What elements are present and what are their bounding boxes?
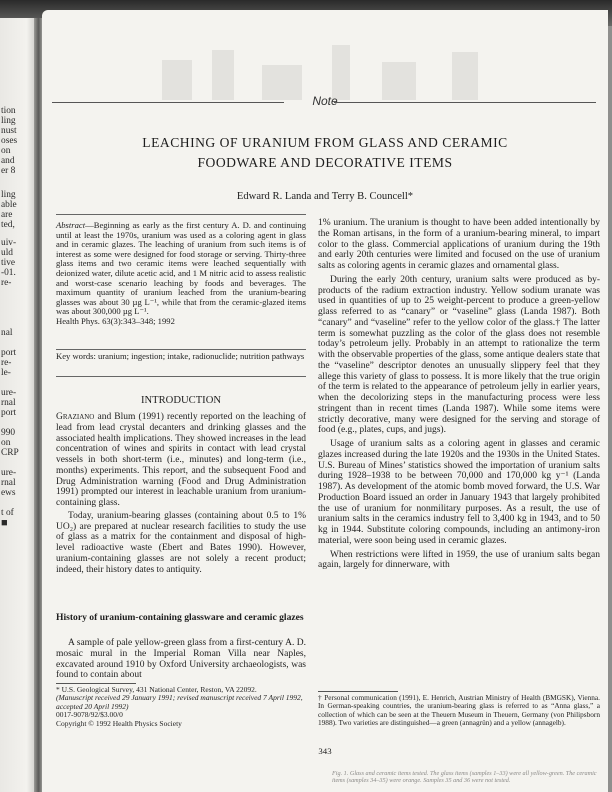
abstract-top-rule: [56, 214, 306, 215]
article-page: [42, 10, 608, 792]
facing-page-fragment: nust: [1, 126, 17, 136]
section-label: Note: [312, 94, 338, 108]
right-paragraph-2: During the early 20th century, uranium salts were produced as by-products of the radium extraction industry. Yellow sodium uranate was used in quantities of up to 25 weight-percent to produce a green-yellow glass referred to as “canary” or “vaseline” glass (Landa 1987). Both “canary” and “vaseline” refer to the yellow color of the glass.† The latter term is somewhat puzzling as the color of the glass does not resemble today’s petroleum jelly. Probably in an attempt to rationalize the term with the observable properties of the glass, some antique dealers state that the “vaseline” descriptor denotes an unusually slippery feel that they allege this variety of glass to possess. It is more likely that the true origin of the term is related to the appearance of petroleum jelly in earlier years, when the decolorizing steps in the manufacturing process were less stringent than in recent times (Landa 1987). While some items were strictly decorative, many were designed for the serving and storage of food (e.g., plates, cups, and jugs).: [318, 274, 600, 436]
history-heading: History of uranium-containing glassware and ceramic glazes: [56, 612, 304, 623]
facing-page-fragment: 990: [1, 428, 16, 438]
footnote-rule-left: [56, 683, 136, 684]
facing-page-edge: [0, 18, 38, 792]
facing-page-fragment: ure-: [1, 388, 17, 398]
intro-paragraph-1: [56, 412, 306, 509]
history-body: [56, 638, 306, 681]
keywords-bottom-rule: [56, 376, 306, 377]
note-rule-right: [334, 102, 596, 103]
footnote-copyright: Copyright © 1992 Health Physics Society: [56, 718, 182, 728]
footnote-rule-right: [318, 691, 398, 692]
facing-page-fragment: ling: [1, 190, 16, 200]
facing-page-fragment: ure-: [1, 468, 17, 478]
introduction-heading: INTRODUCTION: [140, 395, 222, 406]
facing-page-fragment: tive: [1, 258, 16, 268]
facing-page-fragment: port: [1, 348, 17, 358]
facing-page-fragment: ted,: [1, 220, 15, 230]
right-paragraph-1: 1% uranium. The uranium is thought to have been added intentionally by the Roman artisans, in the form of a uranium-bearing mineral, to impart color to the glass. Commercial applications of uranium during the 19th and early 20th centuries were limited and focused on the use of uranium salts as coloring agents in ceramic glazes and ornamental glass.: [318, 218, 600, 271]
facing-page-fragment: nal: [1, 328, 13, 338]
facing-page-fragment: ews: [1, 488, 16, 498]
right-paragraph-3: Usage of uranium salts as a coloring agent in glasses and ceramic glazes increased during the late 1920s and the 1930s in the United States. U.S. Bureau of Mines’ statistics showed the importation of uranium salts during 1928–1938 to be between 70,000 and 170,000 kg y⁻¹ (Landa 1987). As development of the atomic bomb moved forward, the U.S. War Production Board issued an order in January 1943 that largely prohibited the use of uranium for nonmilitary purposes. As a result, the use of uranium salts in the ceramics industry fell to 3,400 kg in 1943, and to 50 kg in 1944. Substitute coloring compounds, including an antimony-iron material, were soon being used in ceramic glazes.: [318, 439, 600, 546]
facing-page-fragment: oses: [1, 136, 18, 146]
intro-paragraph-1-text: and Blum (1991) recently reported on the leaching of lead from lead crystal decanters and drinking glasses and the associated health implications. They showed increases in the lead concentration of wines and spirits in contact with lead crystal vessels in both short-term (i.e., minutes) and long-term (i.e., months) experiments. This report, and the subsequent Food and Drug Administration warning (Food and Drug Administration 1991) prompted our interest in leachable uranium from uranium-containing glass.: [56, 412, 306, 508]
facing-page-fragment: ■: [1, 517, 8, 529]
facing-page-fragment: -01.: [1, 268, 16, 278]
facing-page-fragment: on: [1, 146, 11, 156]
facing-page-fragment: able: [1, 200, 17, 210]
abstract: [56, 221, 306, 327]
intro-lead-word: Graziano: [56, 412, 95, 422]
facing-page-fragment: rnal: [1, 398, 16, 408]
title-line-2: FOODWARE AND DECORATIVE ITEMS: [197, 155, 453, 170]
bleed-through-figure: [152, 40, 502, 100]
abstract-text: —Beginning as early as the first century A. D. and continuing until at least the 1970s, uranium was used as a coloring agent in glass and in ceramic glazes. The leaching of uranium from such items is of interest as some were designed for food storage or serving. Thirty-three glass items and two ceramic items were leached sequentially with deionized water, dilute acetic acid, and 1 M nitric acid to assess realistic and worst-case scenario leaching by foods and beverages. The maximum quantity of uranium leached from the uranium-bearing glasses was about 30 µg L⁻¹, while that from the ceramic-glazed items was about 300,000 µg L⁻¹.: [56, 220, 306, 317]
facing-page-fragment: CRP: [1, 448, 19, 458]
facing-page-fragment: are: [1, 210, 13, 220]
facing-page-fragment: ling: [1, 116, 16, 126]
facing-page-fragment: port: [1, 408, 17, 418]
intro-paragraph-2: Today, uranium-bearing glasses (containing about 0.5 to 1% UO₂) are prepared at nuclear research facilities to study the use of glass as a matrix for the containment and disposal of high-level radioactive waste (Ebert and Bates 1990). However, uranium-containing glasses are not solely a recent product; indeed, their history dates to antiquity.: [56, 510, 306, 575]
right-paragraph-4: When restrictions were lifted in 1959, the use of uranium salts began again, largely for dinnerware, with: [318, 549, 600, 571]
bleed-through-caption: Fig. 1. Glass and ceramic items tested. The glass items (samples 1–33) were all yellow-green. The ceramic items (samples 34–35) were orange. Samples 35 and 36 were not tested.: [332, 770, 597, 784]
facing-page-fragment: rnal: [1, 478, 16, 488]
footnote-right: † Personal communication (1991), E. Henrich, Austrian Ministry of Health (BMGSK), Vienna. In German-speaking countries, the uranium-bearing glass is referred to as “Anna glass,” a collection of which can be seen at the Theuern Museum in Theuern, Germany (von Philipsborn 1988). Two varieties are distinguished—a green (annagrün) and a yellow (annagelb).: [318, 693, 600, 727]
footnote-received: (Manuscript received 29 January 1991; revised manuscript received 7 April 1992, accepted 20 April 1992): [56, 693, 303, 711]
article-title: [42, 133, 608, 173]
facing-page-fragment: uld: [1, 248, 13, 258]
facing-page-fragment: on: [1, 438, 11, 448]
keywords: Key words: uranium; ingestion; intake, radionuclide; nutrition pathways: [56, 351, 305, 361]
page-number: 343: [318, 746, 332, 756]
facing-page-fragment: and: [1, 156, 15, 166]
footnote-left: [56, 686, 306, 728]
abstract-citation: Health Phys. 63(3):343–348; 1992: [56, 315, 175, 326]
footnote-code: 0017-9078/92/$3.00/0: [56, 710, 123, 720]
facing-page-fragment: t of: [1, 508, 14, 518]
facing-page-fragment: uiv-: [1, 238, 17, 248]
title-line-1: LEACHING OF URANIUM FROM GLASS AND CERAMIC: [142, 135, 508, 150]
footnote-affiliation: * U.S. Geological Survey, 431 National Center, Reston, VA 22092.: [56, 685, 257, 694]
facing-page-fragment: er 8: [1, 166, 16, 176]
keywords-top-rule: [56, 349, 306, 350]
left-column-body: [56, 412, 306, 575]
facing-page-fragment: re-: [1, 278, 12, 288]
abstract-label: Abstract: [56, 220, 86, 230]
facing-page-fragment: tion: [1, 106, 16, 116]
right-column-body: [318, 218, 600, 571]
author-line: Edward R. Landa and Terry B. Councell*: [236, 191, 414, 202]
facing-page-fragment: re-: [1, 358, 12, 368]
facing-page-fragment: le-: [1, 368, 11, 378]
history-paragraph-1: A sample of pale yellow-green glass from a first-century A. D. mosaic mural in the Imperial Roman Villa near Naples, excavated around 1910 by Oxford University archaeologists, was found to contain about: [56, 638, 306, 681]
